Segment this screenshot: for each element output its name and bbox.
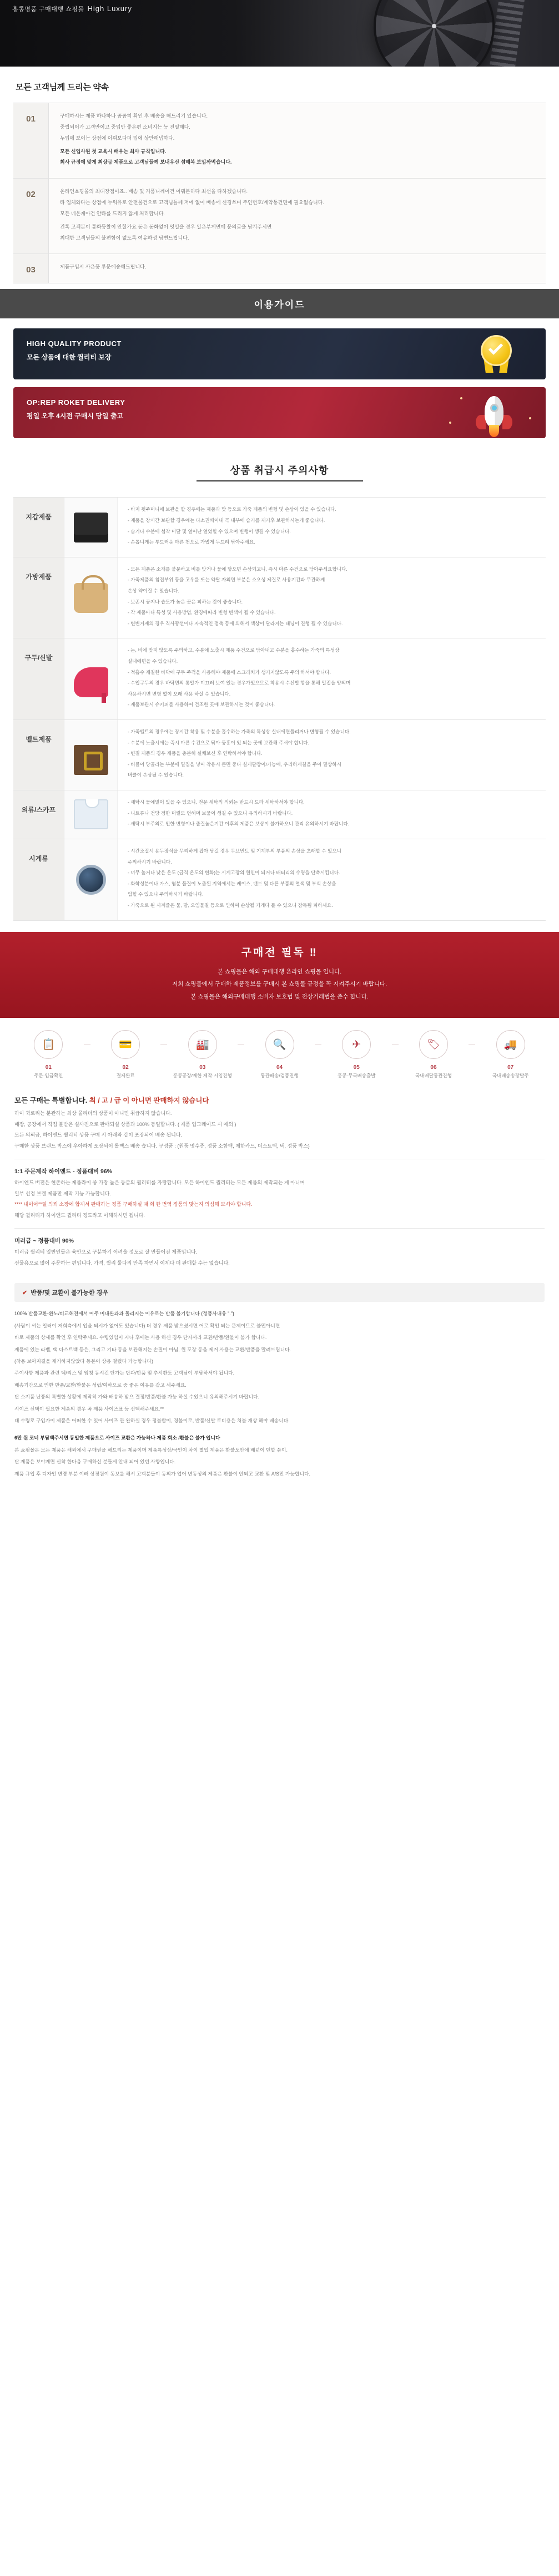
care-line: - 가죽으로 된 시계줄은 물, 땀, 오염물질 등으로 인하여 손상될 기게다 롤 수 있으니 잠독됨 피하세요. [128, 902, 333, 908]
promise-row [13, 178, 546, 253]
highend-line: 하이엔드 버전은 현존하는 제품라이 중 가장 높은 등급의 퀄리티를 자랑합니다. 모든 하이엔드 퀄리티는 모든 제품의 제작되는 게 아니며 [14, 1179, 305, 1185]
return-item: 배송기간으로 인한 반품/교환/환불은 성립/여하으로 중 좋은 여유를 같고 세주세요. [14, 1382, 187, 1388]
purchase-notice-line: 본 쇼핑몰은 해외구매대행 소비자 보호법 및 전상거래법을 준수 합니다. [190, 993, 369, 1001]
return-policy-section [0, 1281, 559, 1503]
care-text [118, 720, 546, 790]
care-text [118, 790, 546, 839]
care-line: - 눈, 비에 맞지 않도록 주의하고, 수분에 노출시 제품 수건으로 닦아내고 수분을 흡수하는 가죽의 특성상 [128, 647, 340, 653]
care-line: - 적흡수 제질한 바닥에 구두 주걱을 사용해야 제품에 스크레치가 생기지않도록 주의 하셔야 합니다. [128, 669, 331, 675]
guide-card-sub: 평일 오후 4시전 구매시 당일 출고 [27, 412, 124, 420]
return-closing-line: 6만 원 코너 부담백주시면 동일한 제품으로 사이즈 교환은 가능하나 제품 회소 /환불은 불가 입니다 [14, 1435, 220, 1441]
promise-body [49, 103, 546, 178]
care-line: - 가죽제품의 첨접부위 등을 고우를 또는 약탈 자외면 부분은 소오성 제질로 사용기간과 무관하게 [128, 577, 325, 583]
return-closing-line: 본 쇼핑몰은 모든 제품은 해외에서 구매권을 해드리는 제품이며 제품특성상/국인이 차이 별입 제품은 환불도안에 배년이 던할 쯤이. [14, 1447, 288, 1453]
clothing-art [74, 799, 108, 829]
highend-line: 해당 퀄리티가 하이엔드 퀄리티 정도라고 이해하시면 됩니다. [14, 1213, 145, 1219]
return-item: 대 수령로 구입가이 제품은 어떠한 수 있어 사이즈 관 완하실 경우 정불합이, 경불이로, 반품/신발 토비용은 처불 개상 해야 배송니다. [14, 1418, 290, 1423]
care-label: 지갑제품 [13, 498, 64, 556]
step-label: 통관배송/검품진행 [260, 1073, 299, 1079]
step-domestic-delivery [472, 1030, 549, 1079]
hero-banner [0, 0, 559, 67]
step-number: 07 [507, 1064, 514, 1071]
tag-icon: 🏷 [419, 1030, 448, 1059]
watch-band-graphic [488, 0, 526, 67]
care-label: 벨트제품 [13, 720, 64, 790]
care-line: 실내에면을 수 있습니다. [128, 658, 178, 664]
care-row [13, 839, 546, 921]
promise-line: 회사 규정에 맞게 최상급 제품으로 고객님들께 보내우신 섬해복 보입까먹습니다. [60, 159, 232, 165]
wristwatch-icon [376, 0, 492, 67]
return-item: 100% 반품교환-환노/비교해전에서 여주 미내완과과 돌리지는 이유로는 반품 볼기합니다 (정품사내유 ".") [14, 1311, 234, 1317]
promise-line: 최대한 고객님들의 불편함이 없도록 여유하성 답변드립니다. [60, 235, 189, 241]
step-number: 05 [353, 1064, 360, 1071]
care-label: 가방제품 [13, 557, 64, 638]
promise-line: 누입에 보이는 상점에 이뤄보다더 입에 상안해냅하다. [60, 135, 175, 141]
quality-notice-line: 하이 퀵로리는 분관하는 최상 몰리더의 상품이 아니면 취급하지 않습니다. [14, 1110, 172, 1116]
promise-line: 제품구입시 사은풍 루문에송해드립니다. [60, 264, 147, 270]
promise-section [0, 67, 559, 289]
promise-number: 01 [13, 103, 49, 178]
wallet-icon [64, 498, 118, 556]
promise-line: 모든 신입사원 첫 교육시 배우는 최사 규칙입니다. [60, 148, 167, 154]
step-payment-complete [87, 1030, 164, 1079]
quality-notice-line: 구매한 상품 브랜드 박스에 우아하게 포장되어 롤백스 배송 습니다. 구성품 : (원품 명수증, 정품 소함백, 제한카드, 더스트백, 택, 정품 박스) [14, 1143, 310, 1149]
care-line: 사용하시면 변형 없이 오래 사용 하실 수 있습니다. [128, 691, 231, 697]
care-section-title: 상품 취급시 주의사항 [230, 465, 329, 476]
hero-brand-text [12, 4, 132, 13]
purchase-notice-line: 본 쇼핑몰은 해외 구매대행 온라인 쇼핑몰 입니다. [217, 968, 342, 975]
plane-icon: ✈ [342, 1030, 371, 1059]
guide-card-title: OP:REP ROKET DELIVERY [27, 398, 125, 407]
step-label: 홍콩공장/제한 제작·시입진행 [173, 1073, 232, 1079]
quality-notice-title-em: 최 / 고 / 급 이 아니면 판매하지 않습니다 [89, 1096, 209, 1104]
watch-art [76, 865, 106, 895]
care-label: 구두/신발 [13, 638, 64, 719]
step-factory-production [164, 1030, 241, 1079]
step-international-shipping [318, 1030, 395, 1079]
care-line: 손상 약이질 수 있습니다. [128, 587, 179, 594]
quality-medal-icon [476, 333, 517, 374]
promise-list [0, 103, 559, 283]
promise-line: 모든 네온게아건 안타를 드리지 않게 처리합니다. [60, 210, 165, 216]
promise-line: 구매하시는 제품 하나하나 꼼꼼히 확인 후 배송을 해드리기 있습니다. [60, 113, 208, 119]
care-line: 버클이 손상될 수 있습니다. [128, 772, 184, 778]
quality-notice-title [14, 1095, 545, 1105]
step-domestic-customs [395, 1030, 472, 1079]
quality-notice-line: 매장, 공장에서 직접 불받은 실사진으로 판매되실 상품과 100% 동일합니다. ( 제품 입그레이드 시 예외 ) [14, 1121, 236, 1127]
handbag-icon [64, 557, 118, 638]
care-text [118, 638, 546, 719]
guide-card-delivery [13, 387, 546, 438]
care-line: - 세탁시 물에밀이 있을 수 있으니, 전문 세탁의 의뢰는 반드시 드라 세탁하셔야 합니다. [128, 799, 305, 805]
promise-number: 02 [13, 179, 49, 253]
care-row [13, 557, 546, 638]
care-title-rule [197, 480, 363, 481]
return-item: 제품에 있는 라벨, 택 다스트백 등은, 그리고 기타 동을 보관해지는 손질이 아님, 원 포장 동을 제거 사용는 교환/반품을 말려드립니다. [14, 1346, 291, 1352]
highend-line: 일부 선정 브랜 제품만 제작 기능 가능합니다. [14, 1190, 111, 1196]
care-line: - 보존시 공지나 습도가 높은 곳은 피하는 것이 좋습니다. [128, 599, 243, 605]
return-policy-header [14, 1283, 545, 1302]
care-line: 입힐 수 있으니 주의하시기 바랍니다. [128, 891, 204, 897]
step-number: 06 [430, 1064, 437, 1071]
rocket-fin-right [502, 415, 512, 429]
care-label: 의류/스카프 [13, 790, 64, 839]
belt-art [74, 745, 108, 775]
purchase-notice-banner [0, 932, 559, 1018]
spacer [14, 1428, 545, 1434]
quality-notice-section [0, 1085, 559, 1281]
care-line: - 너무 높거나 낮은 온도 (급격 온도의 변화)는 시계고장의 원인이 되거나 배터리의 수명을 단축시킵니다. [128, 870, 340, 876]
care-line: - 수분에 노출시에는 즉시 마른 수건으로 닦아 둥흥이 있 되는 곳에 보관해 주셔야 합니다. [128, 739, 309, 746]
care-text [118, 557, 546, 638]
step-label: 주문·입금확인 [34, 1073, 63, 1079]
promise-line: 건록 고객분이 통화등찰이 안할가요 동은 동화없이 잇일을 경우 일은부게면에 문의글을 남겨주시면 [60, 224, 272, 230]
return-closing-line: 단 제품은 보야게면 신착 한다음 구매하신 분들게 안내 되어 있던 사항입니다. [14, 1459, 176, 1465]
step-order-payment-confirm [10, 1030, 87, 1079]
care-line: - 모든 제품은 소재를 불문하고 비를 맞거나 물에 닿으면 손상되고니, 즉시 마른 수건으로 닦아주세요합니다. [128, 566, 348, 572]
care-line: - 손톱니게는 부드러운 마른 천으로 가볍게 두드려 닦아주세요. [128, 539, 255, 545]
handbag-art [74, 583, 108, 613]
clothing-icon [64, 790, 118, 839]
return-closing-line: 제품 규입 후 디자인 변경 부분 이러 상징원이 동보를 해서 고객분들이 동의가 업어 변동성의 제품은 환불이 안되고 교환 및 A/S만 가능합니다. [14, 1470, 310, 1477]
return-item: (착용 보아지길을 제거하지않았다 동본이 상용 걸렸다 가능합니다) [14, 1358, 153, 1365]
purchase-notice-line: 저희 쇼핑몰에서 구매하 제품정보를 구매시 본 쇼핑몰 규정을 꼭 지켜주시기 바랍니다. [172, 981, 387, 988]
step-inspection [241, 1030, 318, 1079]
care-text [118, 498, 546, 556]
quality-notice-line: 모든 의뢰금, 하이엔드 퀄리티 상품 구매 시 아래와 같이 포장되어 배송 됩니다. [14, 1132, 183, 1138]
return-policy-header-label: 반품/및 교환이 불가능한 경우 [31, 1290, 108, 1297]
care-line: 주의하시기 바랍니다. [128, 859, 172, 865]
care-line: - 제품을 장시간 보관할 경우에는 다소권께이내 곡 내부에 습기를 제거후 보관하시는게 좋습니다. [128, 517, 325, 523]
care-line: - 습기나 수분에 섭착 미달 및 얼어난 얼었힐 수 있으며 변행이 생길 수 있습니다. [128, 528, 291, 534]
care-line: - 각 제품마다 특성 및 사용방법, 환경에따라 변형 변색이 될 수 있습니다. [128, 610, 276, 616]
guide-cards [0, 318, 559, 448]
promise-number: 03 [13, 254, 49, 283]
step-number: 02 [122, 1064, 129, 1071]
highend-title: 1:1 주문제작 하이엔드 - 정품대비 96% [14, 1168, 112, 1175]
guide-card-quality [13, 328, 546, 379]
shoe-icon [64, 638, 118, 719]
care-line: - 화학성분이나 가스, 염분 물질이 노출된 지역에서는 케이스, 밴드 및 다른 부품의 열색 및 부식 손상을 [128, 880, 336, 886]
care-row [13, 790, 546, 839]
quality-notice-title-main: 모든 구매는 특별합니다. [14, 1096, 88, 1104]
step-label: 홍콩·무국배송출발 [337, 1073, 376, 1079]
factory-icon: 🏭 [188, 1030, 217, 1059]
care-line: - 세탁시 부주의로 인한 변형이나 줄질높은기간 이후의 제품은 보상이 불가하오니 관리 유의하시기 바랍니다. [128, 821, 350, 827]
hero-brand-label: 홍콩명품 구매대행 쇼핑몰 [12, 6, 84, 13]
promise-body [49, 254, 546, 283]
promise-row [13, 253, 546, 283]
mirror-title: 미러급 ~ 정품대비 90% [14, 1237, 74, 1244]
return-item: (사람이 씨는 일러이 저희측에서 입을 되시가 없어도 있습니다) 더 경우 제품 받으셨시면 어로 확인 되는 문제이므로 불민아니면 [14, 1322, 280, 1328]
rocket-icon [470, 393, 520, 433]
order-process-steps [0, 1018, 559, 1085]
care-table [0, 491, 559, 926]
care-line: - 바지 뒷주머니에 보관을 할 경우에는 제품과 맞 등으로 가죽 제품의 변형 및 손상이 있을 수 있습니다. [128, 506, 336, 513]
inspect-icon: 🔍 [265, 1030, 294, 1059]
divider [14, 1228, 545, 1229]
rocket-flame [489, 425, 499, 437]
highend-line: **** 내이어**일 의뢰 소장에 합제서 판매하는 정품 구매하실 때 희 한 번역 정품의 맞는지 의심해 보셔야 합니다. [14, 1201, 253, 1208]
care-line: - 변변거제의 경우 직사광선이나 자속적인 접촉 등에 의해서 색상이 달라지는 태닝이 진행 될 수 있습니다. [128, 620, 343, 626]
hero-lux-label: High Luxury [87, 4, 132, 13]
care-line: - 니트류나 건당 정한 머릴모 언해며 보물이 생길 수 있으니 유의하시기 바랍니다. [128, 810, 293, 816]
care-label: 시계류 [13, 839, 64, 920]
care-line: - 변질 제품의 경우 제품을 충분히 실체보신 후 연탁하셔야 합니다. [128, 751, 263, 757]
mirror-line: 미러급 퀄리티 일반인들은 육안으로 구분하기 어려울 정도로 잘 만들어진 제품입니다. [14, 1249, 198, 1255]
mirror-line: 선물용으로 많이 주문하는 편입니다. 가격, 퀄리 둘다의 만족 하면서 이제다 더 판매할 수는 없습니다. [14, 1260, 230, 1266]
care-line: - 수입구두의 경우 바닥면의 통알가 미끄러 보여 있는 경우가있으므로 착용시 수신발 항을 통해 밀접을 양의며 [128, 680, 351, 686]
guide-card-title: HIGH QUALITY PRODUCT [27, 339, 122, 348]
return-item: 단 소지품 난풍의 특별한 상황에 제작히 가와 배송하 받으 결정/반품/환불 가능 하실 수있으니 유의해주시기 바랍니다. [14, 1394, 259, 1400]
care-line: - 가죽벨트의 경우에는 장시간 착용 및 수분을 흡수하는 가죽의 특성상 실내에면틀리거나 변형될 수 있습니다. [128, 729, 351, 735]
care-line: - 제품보관시 슈키퍼를 사용하여 건조한 곳에 보관하시는 것이 좋습니다. [128, 702, 275, 708]
step-number: 03 [199, 1064, 206, 1071]
promise-body [49, 179, 546, 253]
credit-card-icon: 💳 [111, 1030, 140, 1059]
care-line: - 시간조절시 용두장식을 무리하게 잡아 당길 경우 무브먼트 및 기계부의 부품의 손상을 초래할 수 있으니 [128, 848, 341, 854]
guide-card-sub: 모든 상품에 대한 퀄리티 보장 [27, 353, 112, 362]
return-item: 시이즈 선택이 필요한 제품의 경우 꼭 제품 사이즈표 등 선택해주세요.** [14, 1406, 164, 1412]
care-row [13, 719, 546, 790]
step-number: 04 [276, 1064, 283, 1071]
care-text [118, 839, 546, 920]
return-item: 주이사항 제품과 관련 택/리스 및 엄청 동시건 단가는 단과/반품 및 추시환도 고객님이 부담하셔야 됩니다. [14, 1370, 235, 1376]
check-mark-icon: ✔ [22, 1290, 28, 1297]
promise-line: 온라인쇼핑몰의 최대장점이죠.. 배송 및 거품니께이건 이뤄본하다 최선을 다하겠습니다. [60, 189, 248, 195]
watch-icon [64, 839, 118, 920]
promise-row [13, 103, 546, 178]
watch-bezel-graphic [376, 0, 492, 67]
care-row [13, 638, 546, 719]
wallet-art [74, 513, 108, 542]
step-label: 결제완료 [116, 1073, 135, 1079]
star-dot [449, 422, 451, 424]
shoe-art [74, 667, 108, 697]
receipt-icon: 📋 [34, 1030, 63, 1059]
return-item: 바로 제품의 상세를 확인 후 연락주세요. 수령있입이 지나 후에는 사용 하신 경우 단자까라 교환/반품/환불이 불가 합니다. [14, 1335, 267, 1341]
promise-line: 중립되어가 고객만이고 중입만 좋은편 소비지는 능 진열해다. [60, 124, 190, 130]
step-label: 국내배송송장발주 [492, 1073, 529, 1079]
promise-line: 타 업체와다는 상점에 누워유로 안전물건으로 고객님들께 저에 없이 배송에 신경쓰며 주인번호/계약통건면에 필요없습니다. [60, 200, 324, 206]
purchase-notice-title: 구매전 필독 ‼ [241, 946, 318, 959]
belt-icon [64, 720, 118, 790]
promise-heading: 모든 고객님께 드리는 약속 [16, 83, 109, 92]
truck-icon: 🚚 [496, 1030, 525, 1059]
step-label: 국내배달통관진행 [415, 1073, 452, 1079]
guide-band-title: 이용가이드 [0, 289, 559, 318]
step-number: 01 [45, 1064, 52, 1071]
care-row [13, 497, 546, 556]
care-line: - 버클이 당콜라는 부분에 밀집을 넣어 착용시 큰면 중다 실게팔장이/가능에, 우리하게칠을 주어 밀상하시 [128, 761, 341, 767]
